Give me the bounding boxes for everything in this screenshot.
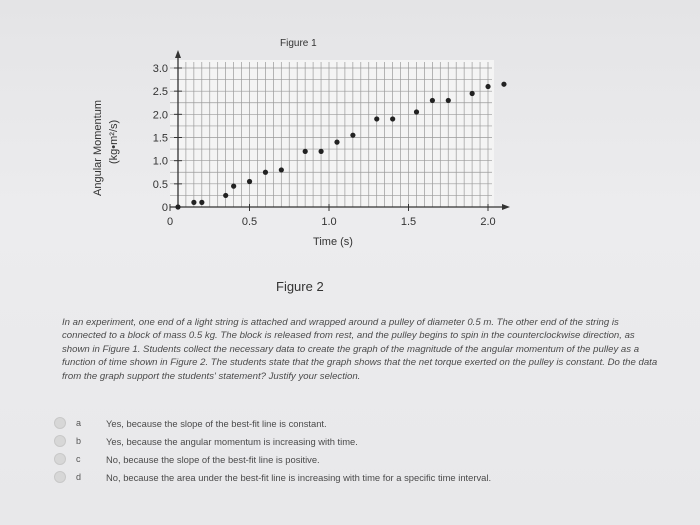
x-tick-label: 1.0 — [321, 216, 337, 228]
data-point — [279, 167, 284, 172]
data-point — [334, 140, 339, 145]
x-tick-label: 0 — [166, 216, 174, 228]
data-point — [247, 179, 252, 184]
answer-option-d[interactable] — [54, 468, 491, 486]
answer-text: Yes, because the slope of the best-fit line is constant. — [106, 417, 327, 429]
figure2-caption: Figure 2 — [276, 279, 324, 294]
y-tick-label: 0.5 — [152, 178, 168, 191]
x-axis-label: Time (s) — [313, 236, 353, 248]
data-point — [231, 184, 236, 189]
y-tick-label: 2.0 — [152, 109, 168, 122]
answer-option-c[interactable] — [54, 450, 491, 468]
data-point — [175, 204, 180, 209]
data-point — [414, 109, 419, 114]
data-point — [199, 200, 204, 205]
data-point — [446, 98, 451, 103]
answer-letter: d — [76, 472, 82, 482]
data-point — [430, 98, 435, 103]
answer-list — [54, 414, 491, 486]
answer-option-b[interactable] — [54, 432, 491, 450]
answer-text: No, because the area under the best-fit line is increasing with time for a specific time interval. — [106, 471, 492, 483]
y-tick-label: 0 — [161, 202, 168, 214]
data-point — [319, 149, 324, 154]
plot-area — [170, 60, 494, 207]
data-point — [485, 84, 490, 89]
y-tick-label: 1.5 — [152, 132, 168, 145]
y-axis-label-line2: (kg•m²/s) — [108, 119, 120, 164]
figure1-title: Figure 1 — [280, 38, 317, 49]
data-point — [374, 116, 379, 121]
answer-letter: c — [76, 454, 81, 464]
x-axis-arrow — [502, 204, 510, 210]
data-point — [223, 193, 228, 198]
y-axis-label-line1: Angular Momentum — [92, 100, 104, 196]
data-point — [390, 116, 395, 121]
radio-a[interactable] — [54, 417, 66, 429]
radio-c[interactable] — [54, 453, 66, 465]
data-point — [263, 170, 268, 175]
data-point — [350, 133, 355, 138]
x-tick-label: 2.0 — [480, 216, 496, 228]
answer-text: No, because the slope of the best-fit line is positive. — [106, 453, 320, 465]
answer-letter: a — [76, 418, 82, 428]
x-tick-label: 1.5 — [400, 216, 417, 228]
y-tick-label: 3.0 — [152, 63, 168, 75]
answer-option-a[interactable] — [54, 414, 491, 432]
data-point — [501, 82, 506, 87]
x-tick-label: 0.5 — [241, 216, 258, 228]
data-point — [191, 200, 196, 205]
data-point — [470, 91, 475, 96]
y-axis-arrow — [175, 50, 181, 58]
question-text: In an experiment, one end of a light string is attached and wrapped around a pulley of diameter 0.5 m. The other end of the string is connected to a block of mass 0.5 kg. The block is released from rest, and the pulley begins to spin in the counterclockwise direction, as shown in Figure 1. Students collect the necessary data to create the graph of the magnitude of the angular momentum of the pulley as a function of time shown in Figure 2. The students state that the graph shows that the net torque exerted on the pulley is constant. Do the data from the graph support the students' statement? Justify your selection. — [62, 317, 658, 382]
radio-b[interactable] — [54, 435, 66, 447]
y-tick-label: 1.0 — [152, 155, 168, 168]
data-point — [303, 149, 308, 154]
answer-text: Yes, because the angular momentum is increasing with time. — [106, 435, 358, 447]
radio-d[interactable] — [54, 471, 66, 483]
answer-letter: b — [76, 436, 82, 446]
y-tick-label: 2.5 — [152, 86, 168, 99]
